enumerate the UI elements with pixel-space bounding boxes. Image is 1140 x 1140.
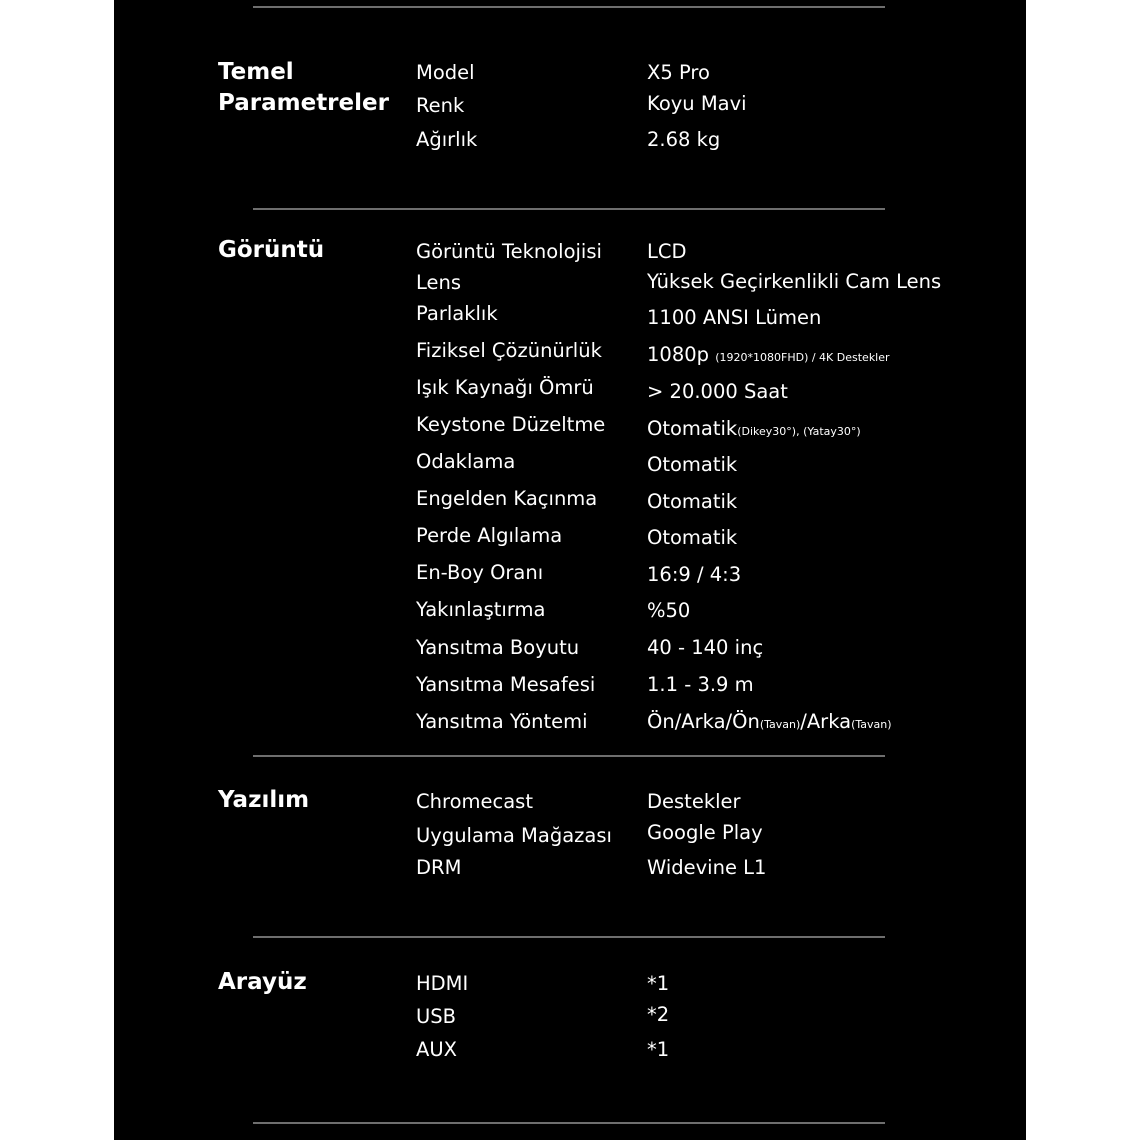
- spec-value: [647, 710, 977, 737]
- section-title-software: Yazılım: [218, 787, 310, 813]
- spec-label: Engelden Kaçınma: [416, 487, 598, 510]
- spec-value: Otomatik: [647, 453, 738, 476]
- spec-value: Widevine L1: [647, 856, 767, 879]
- spec-value: 2.68 kg: [647, 128, 721, 151]
- spec-label: Işık Kaynağı Ömrü: [416, 376, 594, 399]
- divider: [253, 208, 885, 210]
- spec-value: Destekler: [647, 790, 741, 813]
- spec-label: Ağırlık: [416, 128, 478, 151]
- spec-value-main: Otomatik: [647, 417, 738, 440]
- spec-value: *1: [647, 1038, 670, 1061]
- spec-value: LCD: [647, 240, 687, 263]
- spec-label: Görüntü Teknolojisi: [416, 240, 602, 263]
- spec-value: Google Play: [647, 821, 763, 844]
- spec-label: Perde Algılama: [416, 524, 563, 547]
- spec-label: Keystone Düzeltme: [416, 413, 606, 436]
- spec-value: 1.1 - 3.9 m: [647, 673, 754, 696]
- spec-label: Lens: [416, 271, 462, 294]
- spec-value: X5 Pro: [647, 61, 710, 84]
- divider: [253, 1122, 885, 1124]
- spec-value: Yüksek Geçirkenlikli Cam Lens: [647, 270, 942, 293]
- spec-value-part: /Arka: [800, 710, 852, 733]
- spec-value: 16:9 / 4:3: [647, 563, 742, 586]
- spec-value-note: (Tavan): [759, 718, 801, 731]
- spec-label: Odaklama: [416, 450, 516, 473]
- spec-label: Yansıtma Yöntemi: [416, 710, 588, 733]
- spec-value: [647, 417, 977, 444]
- section-title-display: Görüntü: [218, 237, 325, 263]
- spec-label: Uygulama Mağazası: [416, 824, 612, 847]
- spec-value-note: (Tavan): [851, 718, 892, 731]
- spec-value-part: Ön/Arka/Ön: [647, 710, 760, 733]
- spec-value: 40 - 140 inç: [647, 636, 764, 659]
- spec-label: Yakınlaştırma: [416, 598, 546, 621]
- spec-value: *1: [647, 972, 670, 995]
- spec-value: *2: [647, 1003, 670, 1026]
- spec-value: %50: [647, 599, 691, 622]
- spec-value: Koyu Mavi: [647, 92, 747, 115]
- divider: [253, 6, 885, 8]
- section-title-basic: Temel Parametreler: [218, 59, 389, 116]
- spec-value-note: (1920*1080FHD) / 4K Destekler: [715, 351, 890, 364]
- divider: [253, 936, 885, 938]
- spec-label: HDMI: [416, 972, 469, 995]
- spec-label: Chromecast: [416, 790, 533, 813]
- spec-label: Model: [416, 61, 475, 84]
- spec-value-main: 1080p: [647, 343, 710, 366]
- spec-label: Yansıtma Boyutu: [416, 636, 580, 659]
- spec-label: Renk: [416, 94, 465, 117]
- spec-label: Parlaklık: [416, 302, 498, 325]
- spec-label: AUX: [416, 1038, 457, 1061]
- spec-label: USB: [416, 1005, 457, 1028]
- spec-value: 1100 ANSI Lümen: [647, 306, 822, 329]
- spec-label: En-Boy Oranı: [416, 561, 544, 584]
- spec-sheet: [114, 0, 1026, 1140]
- divider: [253, 755, 885, 757]
- spec-label: Fiziksel Çözünürlük: [416, 339, 602, 362]
- spec-value: Otomatik: [647, 526, 738, 549]
- spec-value: Otomatik: [647, 490, 738, 513]
- spec-value: > 20.000 Saat: [647, 380, 788, 403]
- spec-value: [647, 343, 977, 370]
- spec-label: Yansıtma Mesafesi: [416, 673, 596, 696]
- section-title-interface: Arayüz: [218, 969, 307, 995]
- spec-value-note: (Dikey30°), (Yatay30°): [737, 425, 861, 438]
- spec-label: DRM: [416, 856, 462, 879]
